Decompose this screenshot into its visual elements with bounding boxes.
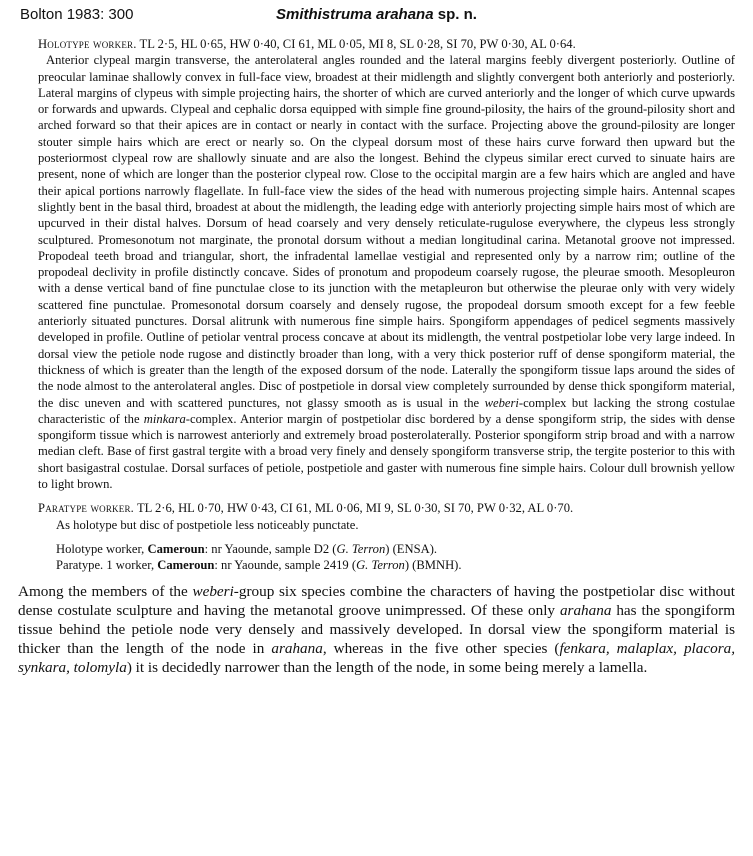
arahana-name-2: arahana [271, 640, 323, 658]
description-text-3: -complex. Anterior margin of postpetiolar disc bordered by a dense spongiform strip, the sides with dense spongiform tissue which is narrowest anteriorly and extremely broad posterolaterally. Posterior spongiform strip broad and with a narrow median cleft. Base of first gastral tergite with a broad very finely and densely spongiform transverse strip, the tergite posterior to this with short basigastral costulae. Dorsal surfaces of petiole, postpetiole and gaster with numerous fine simple hairs. Colour dull brownish yellow to light brown. [38, 411, 735, 492]
description-text-1: Anterior clypeal margin transverse, the anterolateral angles rounded and the lateral margins feebly divergent posteriorly. Outline of preocular laminae shallowly convex in full-face view, broadest at their midlength and slightly convergent both anteriorly and posteriorly. Lateral margins of clypeus with simple projecting hairs, the shorter of which are curved anteriorly and the longer of which curve upwards or forwards and upwards. Clypeal and cephalic dorsa equipped with simple fine ground-pilosity, the hairs of the ground-pilosity short and arched forward so that their apices are in contact or nearly in contact with the surface. Projecting above the ground-pilosity are longer stouter simple hairs which are erect or nearly so. On the clypeal dorsum most of these hairs curve forward then upward but the posteriormost clypeal row are shallowly sinuate and are also the longest. Behind the clypeus similar erect curved to sinuate hairs are present, none of which are longer than the posterior clypeal row. Close to the occipital margin are a few hairs which are angled and have their apical portions narrowly flagellate. In full-face view the sides of the head with numerous projecting simple hairs. Antennal scapes slightly bent in the basal third, broadest at about the midlength, the leading edge with anteriorly projecting simple hairs most of which are upcurved in their distal halves. Dorsum of head coarsely and very densely reticulate-rugulose everywhere, the clypeus less strongly sculptured. Promesonotum not marginate, the pronotal dorsum without a median longitudinal carina. Metanotal groove not impressed. Propodeal teeth broad and triangular, short, the infradental lamellae vestigial and represented only by a narrow rim; outline of the propodeal declivity in profile distinctly concave. Sides of pronotum and propodeum coarsely rugose, the pleurae smooth. Mesopleuron with a dense vertical band of fine punctulae close to its junction with the metapleuron but otherwise the pleurae only with very widely scattered fine punctulae. Promesonotal dorsum coarsely and densely rugose, the propodeal dorsum smooth except for a few feeble anteriorly situated punctures. Dorsal alitrunk with numerous fine simple hairs. Spongiform appendages of pedicel segments massively developed in profile. Outline of petiolar ventral process concave at about its midlength, the ventral postpetiolar lobe very large indeed. In dorsal view the petiole node rugose and distinctly broader than long, with a very thick posterior ruff of dense spongiform material, the thickness of which is greater than the length of the exposed dorsum of the node. Laterally the spongiform tissue laps around the sides of the node almost to the anterolateral angles. Disc of postpetiole in dorsal view completely surrounded by dense thick spongiform material, the disc uneven and with scattered punctures, not glassy smooth as is usual in the [38, 53, 735, 410]
paratype-section [38, 500, 735, 516]
paratype-depository: ) (BMNH). [404, 558, 462, 573]
discussion-text-5: ) it is decidedly narrower than the length of the node, in some being merely a lamella. [126, 659, 648, 677]
weberi-group-name: weberi [192, 582, 234, 600]
paratype-locality: : nr Yaounde, sample 2419 ( [214, 558, 357, 573]
material-examined [38, 541, 735, 574]
species-name: Smithistruma arahana [276, 6, 434, 23]
discussion-text-2: -group six species combine the characters of having the postpetiolar disc without dense costulate sculpture and having the metanotal groove unimpressed. Of these only [18, 582, 735, 619]
paratype-collector: G. Terron [356, 558, 405, 573]
holotype-country: Cameroun [147, 541, 205, 556]
holotype-depository: ) (ENSA). [385, 541, 438, 556]
holotype-measurements: TL 2·5, HL 0·65, HW 0·40, CI 61, ML 0·05, MI 8, SL 0·28, SI 70, PW 0·30, AL 0·64. [139, 37, 576, 51]
paratype-material-prefix: Paratype. 1 worker, [56, 558, 158, 573]
weberi-complex-name: weberi [484, 395, 519, 410]
discussion-text-3: has the spongiform tissue behind the petiole node very densely and massively developed. In dorsal view the spongiform material is thicker than the length of the node in [18, 601, 736, 658]
discussion-text-4: , whereas in the five other species ( [322, 640, 560, 658]
paratype-material [56, 557, 735, 573]
holotype-locality: : nr Yaounde, sample D2 ( [204, 541, 337, 556]
holotype-collector: G. Terron [336, 541, 386, 556]
paratype-note: As holotype but disc of postpetiole less noticeably punctate. [56, 517, 359, 532]
paratype-country: Cameroun [157, 558, 215, 573]
holotype-section [38, 36, 735, 52]
discussion-text-1: Among the members of the [18, 582, 193, 600]
citation: Bolton 1983: 300 [20, 6, 134, 23]
description-text-2: -complex but lacking the strong costulae characteristic of the [38, 395, 736, 426]
species-title [276, 6, 477, 23]
discussion-paragraph [18, 582, 735, 678]
species-list: fenkara, malaplax, placora, synkara, tolomyla [18, 640, 735, 677]
arahana-name: arahana [559, 601, 612, 619]
holotype-material-prefix: Holotype worker, [56, 541, 148, 556]
holotype-description [38, 52, 735, 492]
holotype-heading: Holotype worker. [38, 37, 137, 51]
species-status: sp. n. [437, 6, 477, 23]
paratype-measurements: TL 2·6, HL 0·70, HW 0·43, CI 61, ML 0·06, MI 9, SL 0·30, SI 70, PW 0·32, AL 0·70. [136, 501, 574, 516]
page-header [20, 4, 733, 30]
article-body [18, 36, 736, 678]
holotype-material [56, 541, 735, 557]
minkara-complex-name: minkara [143, 411, 186, 426]
paratype-heading: Paratype worker. [38, 501, 135, 516]
